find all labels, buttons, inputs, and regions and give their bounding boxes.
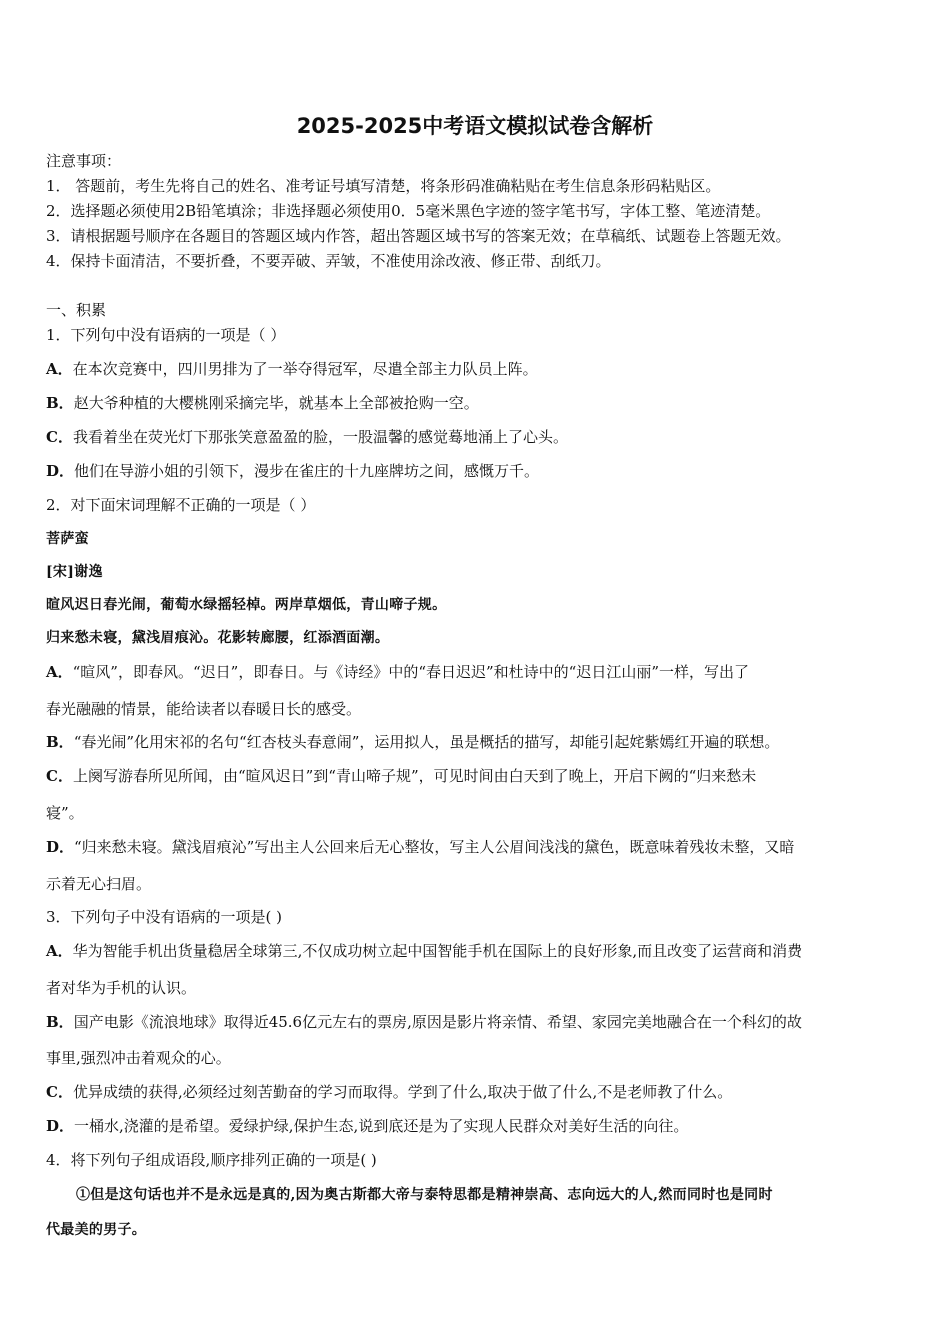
- notice-item-2: 2．选择题必须使用2B铅笔填涂；非选择题必须使用0．5毫米黑色字迹的签字笔书写，字体工整、笔迹清楚。: [46, 202, 771, 220]
- section-heading: 一、积累: [46, 301, 107, 319]
- q3-option-a: [46, 941, 802, 961]
- q3-option-b-cont: 事里,强烈冲击着观众的心。: [46, 1049, 231, 1067]
- q1-option-d: [46, 461, 539, 481]
- option-text: 华为智能手机出货量稳居全球第三,不仅成功树立起中国智能手机在国际上的良好形象,而且改变了运营商和消费: [72, 942, 803, 960]
- option-letter: B．: [46, 733, 74, 751]
- q4-paragraph-line-1: ①但是这句话也并不是永远是真的,因为奥古斯都大帝与泰特思都是精神崇高、志向远大的人,然而同时也是同时: [76, 1187, 773, 1203]
- poem-line-1: 暄风迟日春光闹，葡萄水绿摇轻棹。两岸草烟低，青山啼子规。: [46, 597, 447, 613]
- q1-option-a: [46, 359, 538, 379]
- poem-author: [宋]谢逸: [46, 564, 103, 580]
- option-text: “暄风”，即春风。“迟日”，即春日。与《诗经》中的“春日迟迟”和杜诗中的“迟日江山丽”一样，写出了: [72, 663, 749, 681]
- option-text: 上阕写游春所见所闻，由“暄风迟日”到“青山啼子规”，可见时间由白天到了晚上，开启下阙的“归来愁未: [72, 767, 757, 785]
- option-letter: D．: [46, 1117, 75, 1135]
- q2-stem: 2．对下面宋词理解不正确的一项是（ ）: [46, 496, 316, 514]
- option-letter: A．: [46, 360, 73, 378]
- option-text: 在本次竞赛中，四川男排为了一举夺得冠军，尽遣全部主力队员上阵。: [72, 360, 538, 378]
- q2-option-b: [46, 732, 779, 752]
- option-letter: C．: [46, 767, 73, 785]
- option-letter: C．: [46, 428, 73, 446]
- option-letter: C．: [46, 1083, 73, 1101]
- q3-stem: 3．下列句子中没有语病的一项是( ): [46, 908, 283, 926]
- q4-paragraph-line-2: 代最美的男子。: [46, 1222, 147, 1238]
- poem-line-2: 归来愁未寝，黛浅眉痕沁。花影转廊腰，红添酒面潮。: [46, 630, 390, 646]
- q2-option-a: [46, 662, 749, 682]
- q2-option-c-cont: 寝”。: [46, 804, 84, 822]
- notice-heading: 注意事项：: [46, 152, 122, 170]
- option-text: 一桶水,浇灌的是希望。爱绿护绿,保护生态,说到底还是为了实现人民群众对美好生活的向往。: [74, 1117, 689, 1135]
- q3-option-c: [46, 1082, 732, 1102]
- notice-item-3: 3．请根据题号顺序在各题目的答题区域内作答，超出答题区域书写的答案无效；在草稿纸、试题卷上答题无效。: [46, 227, 791, 245]
- option-letter: B．: [46, 394, 74, 412]
- option-text: 他们在导游小姐的引领下，漫步在雀庄的十九座牌坊之间，感慨万千。: [74, 462, 540, 480]
- option-text: 赵大爷种植的大樱桃刚采摘完毕，就基本上全部被抢购一空。: [73, 394, 479, 412]
- notice-item-4: 4．保持卡面清洁，不要折叠，不要弄破、弄皱，不准使用涂改液、修正带、刮纸刀。: [46, 252, 611, 270]
- notice-item-1: 1． 答题前，考生先将自己的姓名、准考证号填写清楚，将条形码准确粘贴在考生信息条形码粘贴区。: [46, 177, 721, 195]
- q1-option-b: [46, 393, 479, 413]
- option-text: 国产电影《流浪地球》取得近45.6亿元左右的票房,原因是影片将亲情、希望、家园完美地融合在一个科幻的故: [73, 1013, 802, 1031]
- option-letter: A．: [46, 942, 73, 960]
- option-letter: A．: [46, 663, 73, 681]
- q3-option-a-cont: 者对华为手机的认识。: [46, 979, 197, 997]
- option-text: “春光闹”化用宋祁的名句“红杏枝头春意闹”，运用拟人，虽是概括的描写，却能引起姹紫嫣红开遍的联想。: [73, 733, 780, 751]
- option-text: 我看着坐在荧光灯下那张笑意盈盈的脸，一股温馨的感觉蓦地涌上了心头。: [72, 428, 568, 446]
- option-text: “归来愁未寝。黛浅眉痕沁”写出主人公回来后无心整妆，写主人公眉间浅浅的黛色，既意味着残妆未整，又暗: [74, 838, 795, 856]
- option-letter: D．: [46, 838, 75, 856]
- q2-option-d-cont: 示着无心扫眉。: [46, 875, 152, 893]
- q1-option-c: [46, 427, 568, 447]
- q2-option-d: [46, 837, 794, 857]
- option-text: 优异成绩的获得,必须经过刻苦勤奋的学习而取得。学到了什么,取决于做了什么,不是老师教了什么。: [72, 1083, 733, 1101]
- poem-title: 菩萨蛮: [46, 531, 89, 547]
- q2-option-c: [46, 766, 756, 786]
- q3-option-d: [46, 1116, 688, 1136]
- q3-option-b: [46, 1012, 802, 1032]
- q1-stem: 1．下列句中没有语病的一项是（ ）: [46, 326, 286, 344]
- q2-option-a-cont: 春光融融的情景，能给读者以春暖日长的感受。: [46, 700, 362, 718]
- option-letter: D．: [46, 462, 75, 480]
- page-title: 2025-2025中考语文模拟试卷含解析: [296, 114, 654, 138]
- option-letter: B．: [46, 1013, 74, 1031]
- q4-stem: 4．将下列句子组成语段,顺序排列正确的一项是( ): [46, 1151, 377, 1169]
